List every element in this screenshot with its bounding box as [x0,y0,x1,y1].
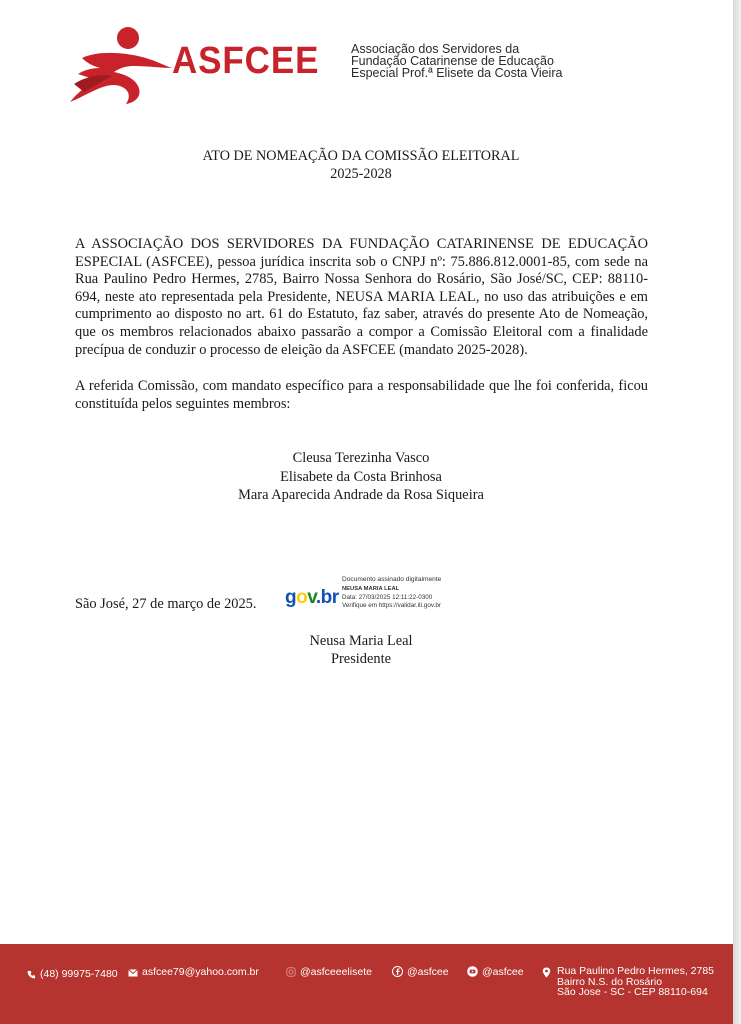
body-paragraph-2: A referida Comissão, com mandato específico para a responsabilidade que lhe foi conferida, ficou constituída pelos seguintes membros: [75,378,648,412]
member-name: Mara Aparecida Andrade da Rosa Siqueira [238,487,484,503]
org-line: Fundação Catarinense de Educação [351,54,554,68]
signature-details [342,576,441,611]
footer-bar [0,944,733,1024]
signatory-role: Presidente [331,651,391,667]
phone-icon [27,970,36,979]
signatory-block [0,632,722,668]
footer-facebook[interactable] [392,966,449,978]
youtube-icon [467,966,478,977]
member-name: Cleusa Terezinha Vasco [292,450,430,466]
facebook-text: @asfcee [407,966,449,978]
organization-name [351,43,562,79]
member-name: Elisabete da Costa Brinhosa [280,468,442,485]
document-title: ATO DE NOMEAÇÃO DA COMISSÃO ELEITORAL [202,148,520,164]
footer-youtube[interactable] [467,966,524,978]
asfcee-logo-icon [68,24,176,108]
digital-signature-stamp [284,576,474,620]
logo-wordmark: ASFCEE [172,40,320,82]
place-date: São José, 27 de março de 2025. [75,596,257,612]
org-line: Especial Prof.ª Elisete da Costa Vieira [351,66,563,80]
document-subtitle: 2025-2028 [330,166,392,182]
address-line: Bairro N.S. do Rosário [557,975,663,988]
footer-address [542,966,714,998]
footer-phone[interactable] [27,968,118,980]
footer-email[interactable] [128,966,259,978]
instagram-text: @asfceeelisete [300,966,372,978]
phone-text: (48) 99975-7480 [40,968,118,980]
signature-verify-link[interactable]: Verifique em https://validar.iti.gov.br [342,602,441,610]
signature-date: Data: 27/03/2025 12:11:22-0300 [342,593,433,601]
signatory-name: Neusa Maria Leal [309,633,413,649]
address-line: São Jose - SC - CEP 88110-694 [557,986,708,998]
footer-instagram[interactable] [286,966,372,978]
members-list [0,449,722,505]
instagram-icon [286,967,296,977]
org-line: Associação dos Servidores da [351,42,520,56]
govbr-logo: gov.br [285,587,339,608]
body-paragraph-1: A ASSOCIAÇÃO DOS SERVIDORES DA FUNDAÇÃO CATARINENSE DE EDUCAÇÃO ESPECIAL (ASFCEE), pessoa jurídica inscrita sob o CNPJ nº: 75.886.812.0001-85, com sede na Rua Paulino Pedro Hermes, 2785, Bairro Nossa Senhora do Rosário, São José/SC, CEP: 88110-694, neste ato representada pela Presidente, NEUSA MARIA LEAL, no uso das atribuições e em cumprimento ao disposto no art. 61 do Estatuto, faz saber, através do presente Ato de Nomeação, que os membros relacionados abaixo passarão a compor a Comissão Eleitoral com a finalidade precípua de conduzir o processo de eleição da ASFCEE (mandato 2025-2028). [75,236,648,358]
youtube-text: @asfcee [482,966,524,978]
signature-signer: NEUSA MARIA LEAL [342,586,400,593]
location-pin-icon [542,967,551,978]
mail-icon [128,969,138,977]
email-text: asfcee79@yahoo.com.br [142,966,259,978]
facebook-icon [392,966,403,977]
address-line: Rua Paulino Pedro Hermes, 2785 [557,965,715,977]
signature-heading: Documento assinado digitalmente [342,576,442,583]
page-edge-shadow [733,0,741,1024]
